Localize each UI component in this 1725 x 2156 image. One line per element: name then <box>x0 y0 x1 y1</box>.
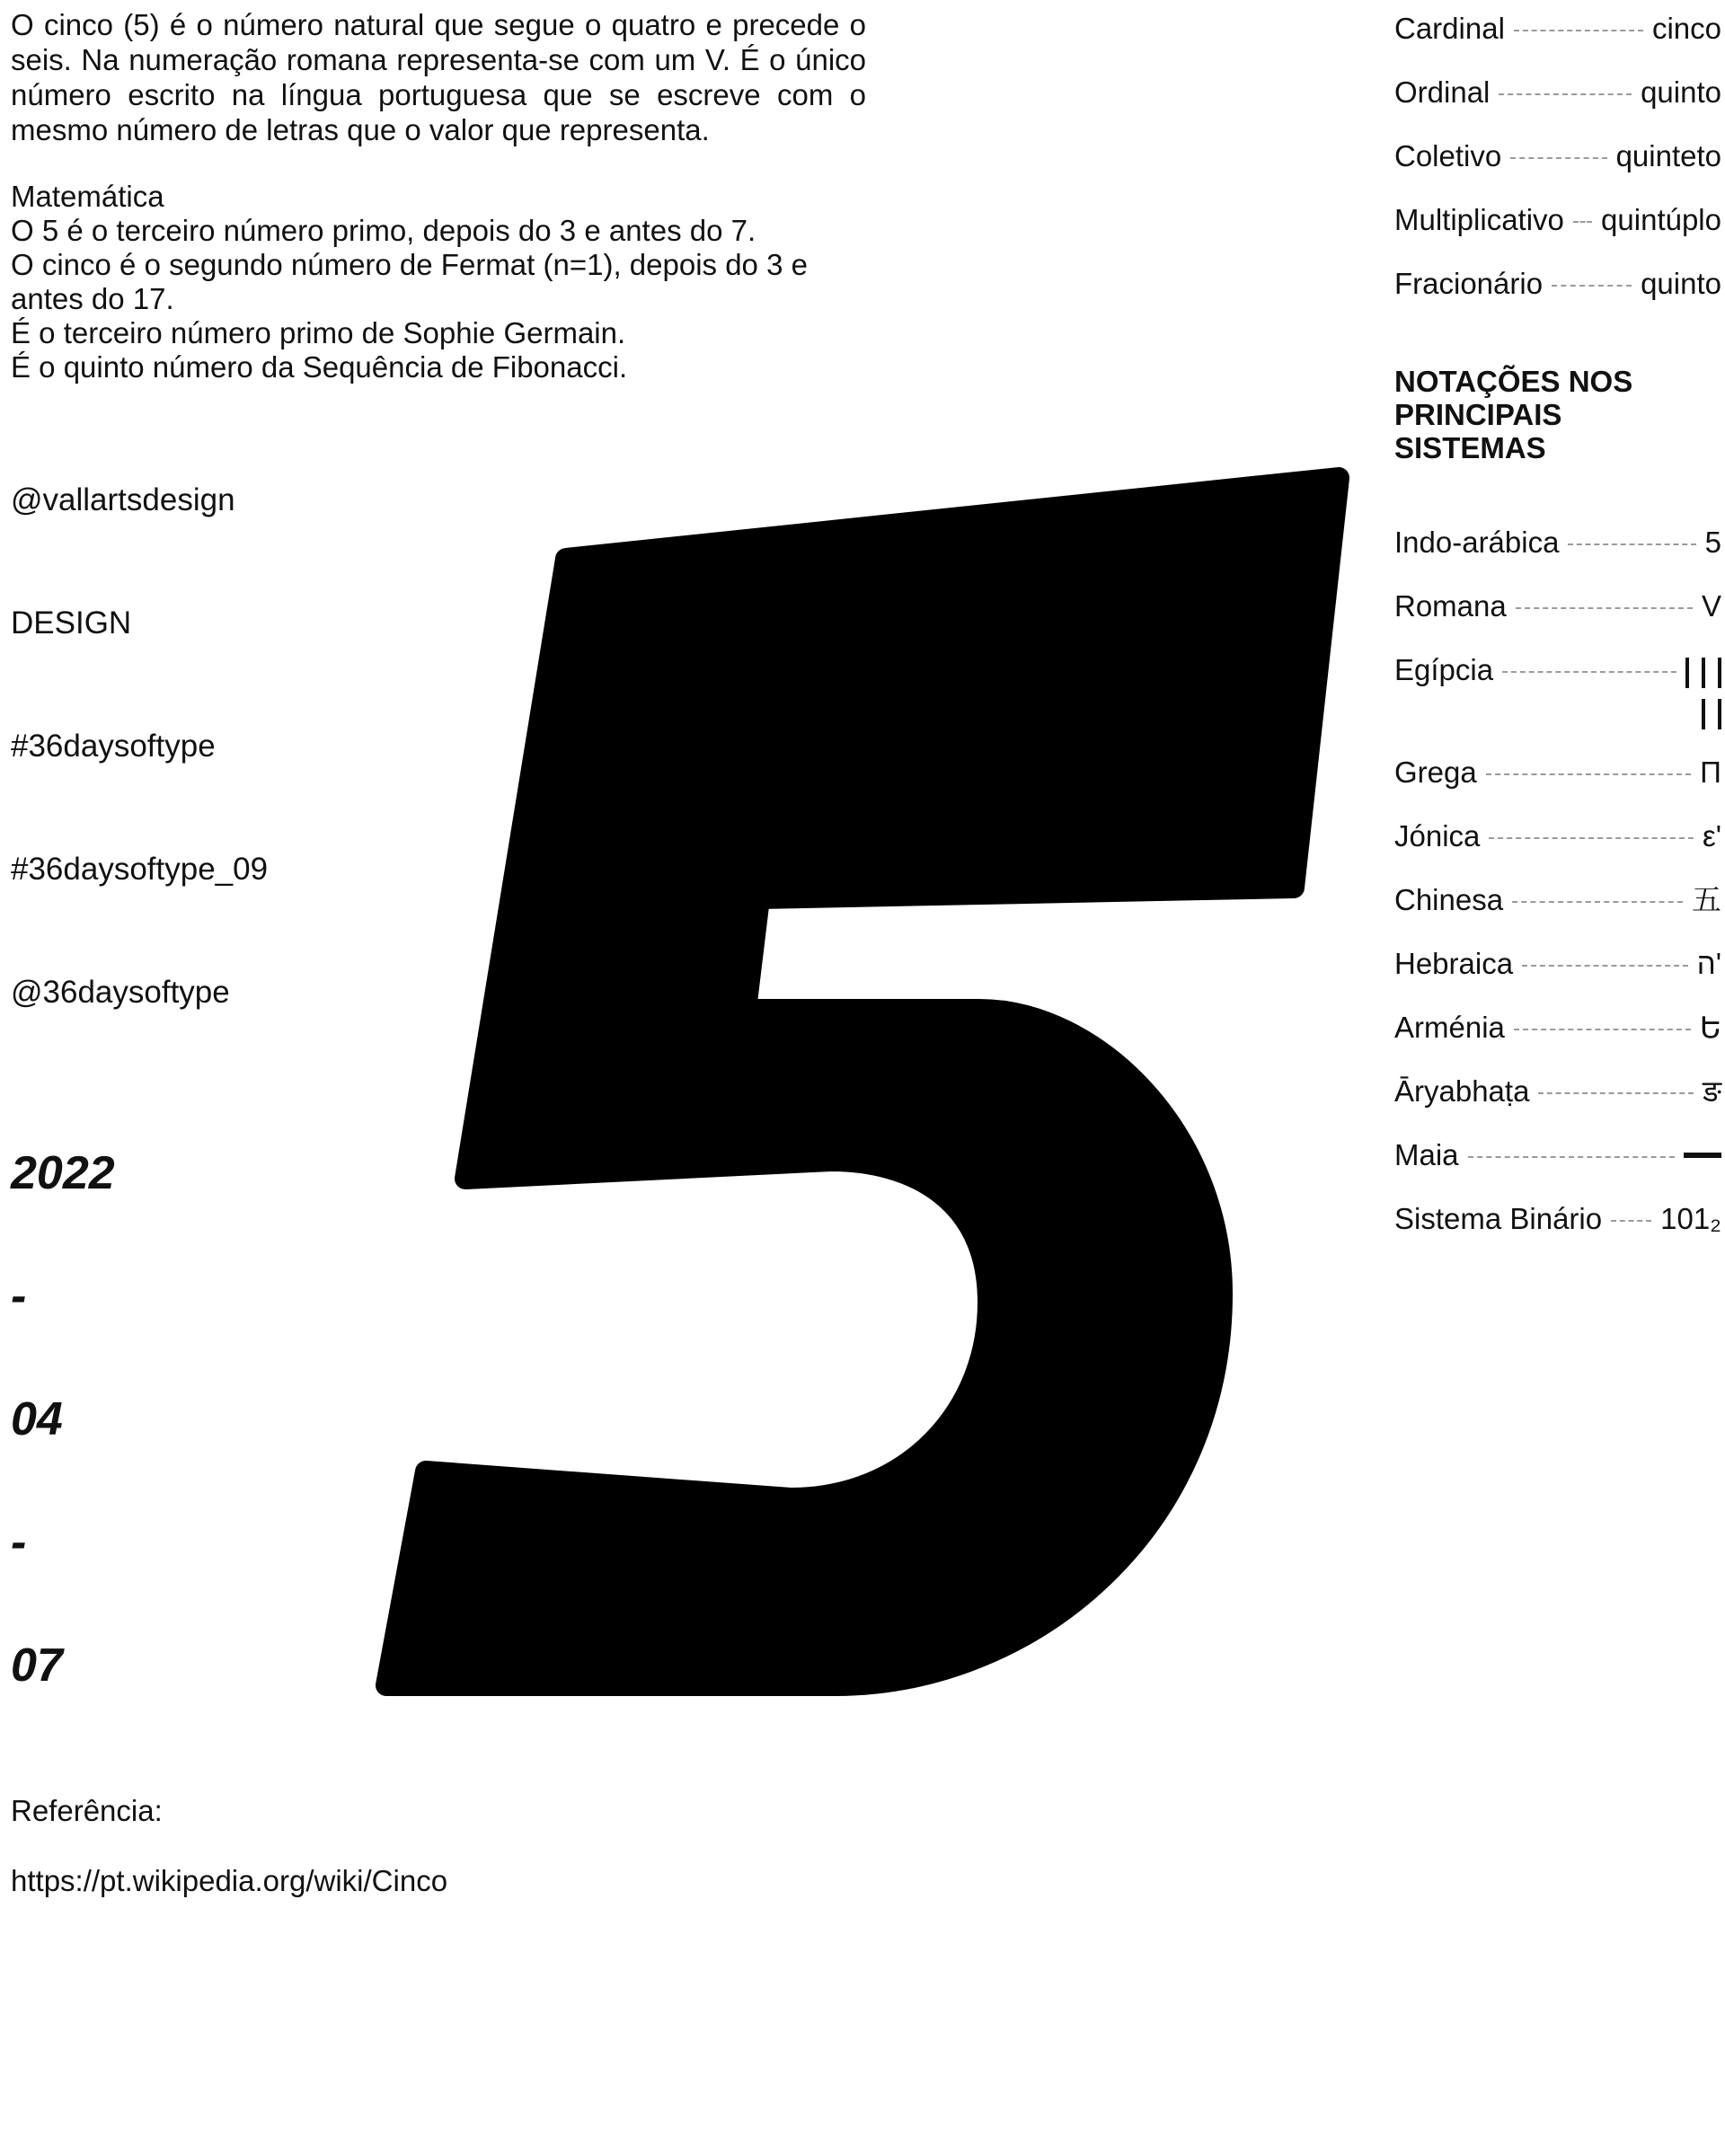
dashed-leader <box>1510 138 1606 159</box>
notation-label: Arménia <box>1394 1011 1505 1044</box>
notation-row-aryabhata <box>1394 1074 1721 1109</box>
math-line-3: É o terceiro número primo de Sophie Germain. <box>11 316 626 349</box>
tag-vallartsdesign: @vallartsdesign <box>11 482 235 517</box>
notation-value: ה' <box>1696 947 1721 980</box>
notation-row-chinesa <box>1394 882 1721 918</box>
reference-label: Referência: <box>11 1794 163 1827</box>
notation-row-hebraica <box>1394 946 1721 982</box>
notation-row-maia <box>1394 1137 1721 1173</box>
notation-label: Sistema Binário <box>1394 1202 1603 1235</box>
numeral-value: cinco <box>1651 12 1721 45</box>
tag-36daysoftype-09: #36daysoftype_09 <box>11 852 269 887</box>
notation-row-romana <box>1394 588 1721 624</box>
numeral-row-fracionario <box>1394 266 1721 302</box>
numeral-label: Cardinal <box>1394 12 1505 45</box>
date-day: 07 <box>11 1639 63 1692</box>
math-line-4: É o quinto número da Sequência de Fibonacci. <box>11 350 628 384</box>
math-line-1: O 5 é o terceiro número primo, depois do 3 e antes do 7. <box>11 214 756 247</box>
notation-row-binario <box>1394 1201 1721 1237</box>
tag-design: DESIGN <box>11 605 132 641</box>
math-line-2: O cinco é o segundo número de Fermat (n=1), depois do 3 e antes do 17. <box>11 248 808 315</box>
tag-at-36daysoftype: @36daysoftype <box>11 975 230 1010</box>
notation-value: Π <box>1700 755 1721 789</box>
numeral-row-cardinal <box>1394 11 1721 47</box>
dashed-leader <box>1514 1010 1691 1030</box>
numeral-value: quinto <box>1641 75 1721 109</box>
dashed-leader <box>1516 588 1693 609</box>
dashed-leader <box>1568 525 1695 545</box>
notation-row-grega <box>1394 755 1721 791</box>
date-separator-1: - <box>11 1270 27 1322</box>
numeral-label: Coletivo <box>1394 139 1502 172</box>
notation-row-egipcia <box>1394 652 1721 740</box>
dashed-leader <box>1489 818 1694 839</box>
notation-label: Chinesa <box>1394 883 1504 916</box>
notation-row-jonica <box>1394 818 1721 854</box>
notation-row-indo-arabica <box>1394 525 1721 561</box>
numeral-value: quintúplo <box>1601 203 1721 236</box>
notation-value: V <box>1701 589 1721 623</box>
notation-label: Maia <box>1394 1138 1459 1171</box>
date-year: 2022 <box>11 1147 115 1199</box>
notation-label: Romana <box>1394 589 1507 623</box>
numeral-value: quinto <box>1641 267 1721 300</box>
dashed-leader <box>1514 11 1643 31</box>
numeral-label: Multiplicativo <box>1394 203 1564 236</box>
notation-value: 5 <box>1704 526 1721 559</box>
dashed-leader <box>1538 1074 1694 1094</box>
egyptian-five-strokes-icon <box>1685 652 1721 740</box>
dashed-leader <box>1611 1201 1651 1222</box>
notation-label: Indo-arábica <box>1394 526 1560 559</box>
intro-paragraph: O cinco (5) é o número natural que segue o quatro e precede o seis. Na numeração romana representa-se com um V. É o único número escrito na língua portuguesa que se escreve com o mesmo número de letras que o valor que representa. <box>11 8 866 146</box>
dashed-leader <box>1468 1137 1675 1158</box>
notation-value: Ե <box>1699 1011 1721 1044</box>
notation-value: 五 <box>1692 883 1721 916</box>
notation-value: ङ <box>1702 1074 1721 1108</box>
notations-heading: NOTAÇÕES NOS PRINCIPAIS SISTEMAS <box>1394 365 1633 464</box>
dashed-leader <box>1512 882 1683 903</box>
numeral-label: Ordinal <box>1394 75 1491 109</box>
numeral-row-multiplicativo <box>1394 202 1721 238</box>
dashed-leader <box>1499 75 1632 95</box>
notation-label: Hebraica <box>1394 947 1514 980</box>
notation-value: 101₂ <box>1660 1202 1721 1235</box>
tag-36daysoftype: #36daysoftype <box>11 729 216 764</box>
notation-label: Āryabhaṭa <box>1394 1074 1530 1108</box>
notation-label: Egípcia <box>1394 653 1494 686</box>
dashed-leader <box>1502 652 1676 673</box>
notation-label: Jónica <box>1394 819 1481 853</box>
dashed-leader <box>1573 202 1592 223</box>
date-separator-2: - <box>11 1516 27 1568</box>
numeral-row-ordinal <box>1394 75 1721 110</box>
notation-row-armenia <box>1394 1010 1721 1046</box>
numeral-row-coletivo <box>1394 138 1721 174</box>
reference-link[interactable]: https://pt.wikipedia.org/wiki/Cinco <box>11 1864 448 1897</box>
dashed-leader <box>1522 946 1688 967</box>
dashed-leader <box>1486 755 1691 775</box>
numeral-value: quinteto <box>1615 139 1721 172</box>
numeral-label: Fracionário <box>1394 267 1544 300</box>
dashed-leader <box>1552 266 1632 287</box>
maya-bar-icon <box>1684 1153 1721 1158</box>
date-month: 04 <box>11 1393 63 1445</box>
notation-label: Grega <box>1394 755 1477 789</box>
math-title: Matemática <box>11 180 164 213</box>
notation-value: ε' <box>1702 819 1721 853</box>
